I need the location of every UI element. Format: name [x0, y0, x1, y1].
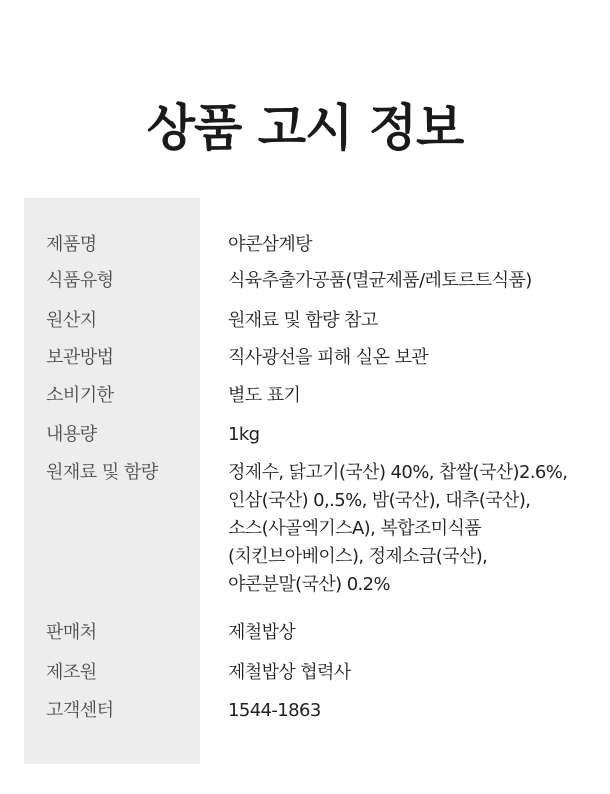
row-label: 고객센터	[46, 700, 114, 721]
row-value	[228, 268, 588, 296]
row-value-line: 원재료 및 함량 참고	[228, 310, 378, 331]
row-value	[228, 383, 588, 411]
row-value-line: 야콘삼계탕	[228, 234, 312, 255]
row-value-line: 별도 표기	[228, 385, 301, 406]
row-label: 소비기한	[46, 385, 114, 406]
row-value	[228, 232, 588, 260]
row-value	[228, 345, 588, 373]
row-label: 원산지	[46, 310, 97, 331]
row-label: 제품명	[46, 234, 97, 255]
row-label: 원재료 및 함량	[46, 462, 158, 483]
row-value	[228, 620, 588, 648]
row-label: 제조원	[46, 662, 97, 683]
row-value-line: 야콘분말(국산) 0.2%	[228, 574, 391, 595]
row-label: 판매처	[46, 622, 97, 643]
row-label: 식품유형	[46, 270, 114, 291]
row-value	[228, 308, 588, 336]
row-value-line: (치킨브아베이스), 정제소금(국산),	[228, 546, 488, 567]
row-label: 보관방법	[46, 347, 114, 368]
row-value-line: 1544-1863	[228, 700, 321, 721]
row-value-line: 인삼(국산) 0,.5%, 밤(국산), 대추(국산),	[228, 490, 531, 511]
row-value	[228, 698, 588, 726]
row-value	[228, 460, 588, 600]
row-value	[228, 422, 588, 450]
row-value-line: 소스(사골엑기스A), 복합조미식품	[228, 518, 482, 539]
row-value-line: 식육추출가공품(멸균제품/레토르트식품)	[228, 270, 532, 291]
row-value-line: 1kg	[228, 424, 260, 445]
page-title: 상품 고시 정보	[146, 99, 464, 157]
row-value-line: 직사광선을 피해 실온 보관	[228, 347, 429, 368]
row-value-line: 정제수, 닭고기(국산) 40%, 찹쌀(국산)2.6%,	[228, 462, 568, 483]
row-label: 내용량	[46, 424, 97, 445]
row-value-line: 제철밥상	[228, 622, 296, 643]
row-value-line: 제철밥상 협력사	[228, 662, 351, 683]
row-value	[228, 660, 588, 688]
